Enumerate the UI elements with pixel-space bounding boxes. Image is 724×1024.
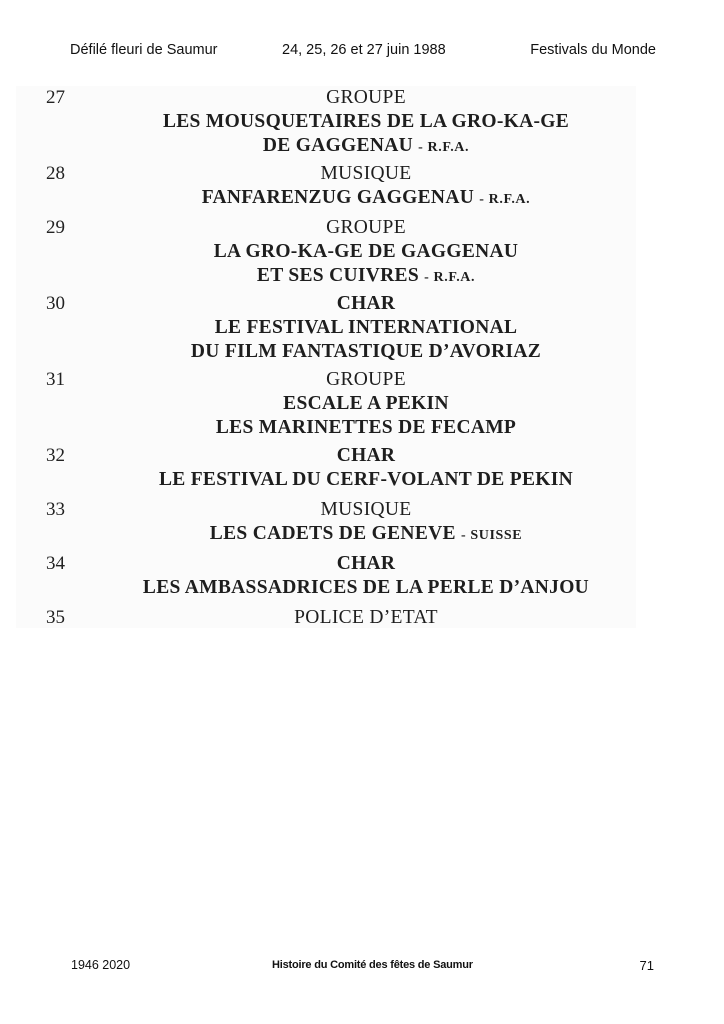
entry-category: GROUPE xyxy=(326,369,406,390)
footer-book-title: Histoire du Comité des fêtes de Saumur xyxy=(272,959,473,971)
entry-category: MUSIQUE xyxy=(320,499,412,520)
entry-number: 29 xyxy=(46,217,65,238)
parade-program-list xyxy=(16,86,636,628)
entry-body xyxy=(96,368,636,440)
entry-number: 31 xyxy=(46,369,65,390)
entry-number: 28 xyxy=(46,163,65,184)
page-number: 71 xyxy=(639,958,654,973)
entry-category: POLICE D’ETAT xyxy=(294,607,438,628)
entry-title-text: DE GAGGENAU xyxy=(262,135,413,156)
footer-years: 1946 2020 xyxy=(71,958,131,972)
entry-number: 33 xyxy=(46,499,65,520)
entry-title-text: LES CADETS DE GENEVE xyxy=(209,523,456,544)
entry-country-suffix: - R.F.A. xyxy=(424,270,476,285)
entry-number: 34 xyxy=(46,553,65,574)
entry-category: CHAR xyxy=(336,445,396,466)
page-header xyxy=(0,38,724,64)
entry-body xyxy=(96,216,636,290)
entry-title-line: LES MARINETTES DE FECAMP xyxy=(215,417,517,438)
entry-title-line xyxy=(96,186,636,212)
entry-country-suffix: - R.F.A. xyxy=(418,140,470,155)
entry-category: MUSIQUE xyxy=(320,163,412,184)
entry-title-text: ET SES CUIVRES xyxy=(256,265,419,286)
entry-body xyxy=(96,552,636,600)
header-theme: Festivals du Monde xyxy=(530,42,656,58)
entry-country-suffix: - SUISSE xyxy=(461,528,523,543)
entry-category: CHAR xyxy=(336,293,396,314)
entry-title-line xyxy=(96,522,636,548)
entry-title-line: LA GRO-KA-GE DE GAGGENAU xyxy=(213,241,519,262)
entry-category: CHAR xyxy=(336,553,396,574)
entry-title-line: LE FESTIVAL INTERNATIONAL xyxy=(214,317,518,338)
header-dates: 24, 25, 26 et 27 juin 1988 xyxy=(282,42,446,58)
entry-body xyxy=(96,498,636,548)
entry-title-line: LE FESTIVAL DU CERF-VOLANT DE PEKIN xyxy=(158,469,574,490)
entry-category: GROUPE xyxy=(326,87,406,108)
entry-title-line: DU FILM FANTASTIQUE D’AVORIAZ xyxy=(190,341,542,362)
entry-number: 35 xyxy=(46,607,65,628)
entry-body xyxy=(96,444,636,492)
entry-title-line: ESCALE A PEKIN xyxy=(283,393,449,414)
entry-number: 32 xyxy=(46,445,65,466)
entry-title-line xyxy=(96,134,636,160)
entry-number: 27 xyxy=(46,87,65,108)
entry-number: 30 xyxy=(46,293,65,314)
entry-body xyxy=(96,86,636,160)
entry-title-line: LES AMBASSADRICES DE LA PERLE D’ANJOU xyxy=(142,577,590,598)
entry-title-text: FANFARENZUG GAGGENAU xyxy=(201,187,475,208)
entry-title-line xyxy=(96,264,636,290)
page-footer xyxy=(0,956,724,978)
entry-title-line: LES MOUSQUETAIRES DE LA GRO-KA-GE xyxy=(162,111,570,132)
entry-body xyxy=(96,292,636,364)
entry-category: GROUPE xyxy=(326,217,406,238)
entry-body xyxy=(96,162,636,212)
entry-body xyxy=(96,606,636,630)
entry-country-suffix: - R.F.A. xyxy=(479,192,531,207)
header-event-name: Défilé fleuri de Saumur xyxy=(70,42,218,58)
